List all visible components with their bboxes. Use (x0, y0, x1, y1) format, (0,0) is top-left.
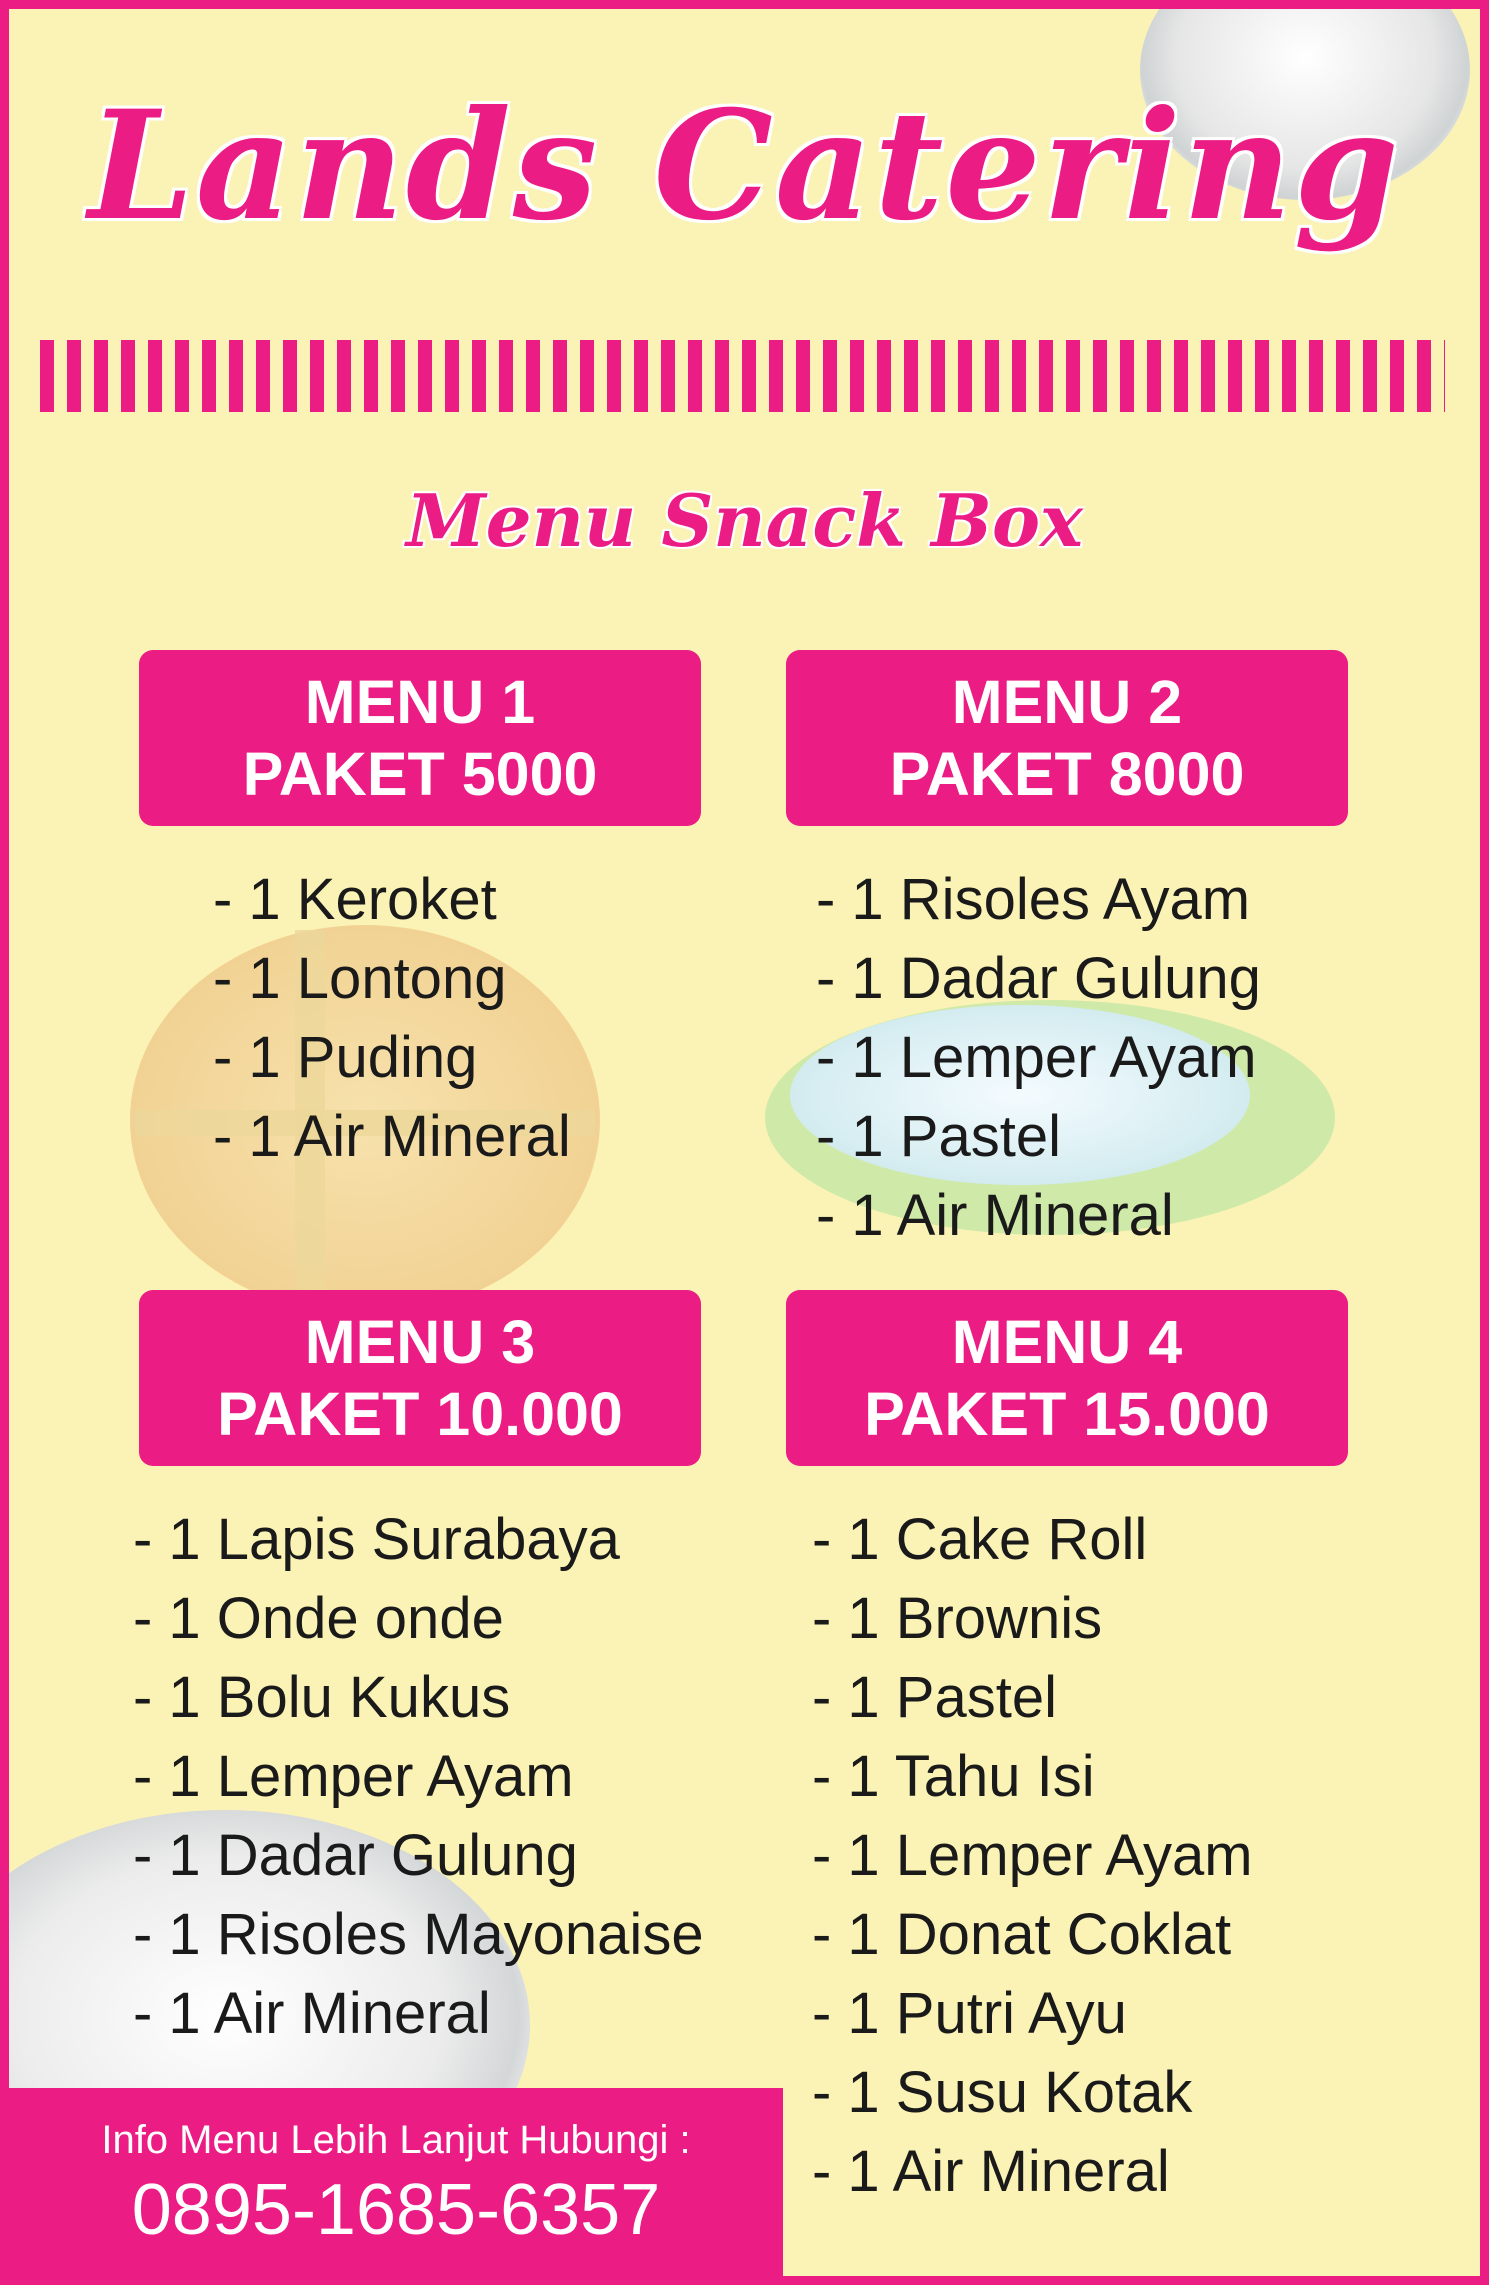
list-item: - 1 Onde onde (133, 1586, 504, 1651)
list-item: - 1 Lemper Ayam (812, 1823, 1253, 1888)
list-item: - 1 Lapis Surabaya (133, 1507, 620, 1572)
list-item: - 1 Pastel (812, 1665, 1057, 1730)
menu-2-name: MENU 2 (951, 668, 1183, 736)
menu-3-items (133, 1500, 704, 2053)
list-item: - 1 Air Mineral (133, 1981, 491, 2046)
list-item: - 1 Putri Ayu (812, 1981, 1127, 2046)
menu-3-name: MENU 3 (304, 1308, 536, 1376)
contact-info-label: Info Menu Lebih Lanjut Hubungi : (101, 2118, 691, 2162)
menu-4-items (812, 1500, 1253, 2211)
list-item: - 1 Cake Roll (812, 1507, 1148, 1572)
menu-4-header (786, 1290, 1348, 1466)
list-item: - 1 Puding (213, 1025, 478, 1090)
menu-4-price: PAKET 15.000 (864, 1380, 1270, 1448)
menu-2-price: PAKET 8000 (889, 740, 1245, 808)
list-item: - 1 Risoles Ayam (816, 867, 1251, 932)
list-item: - 1 Pastel (816, 1104, 1061, 1169)
menu-1-items (213, 860, 571, 1176)
list-item: - 1 Risoles Mayonaise (133, 1902, 704, 1967)
list-item: - 1 Brownis (812, 1586, 1103, 1651)
menu-3-header (139, 1290, 701, 1466)
list-item: - 1 Dadar Gulung (133, 1823, 578, 1888)
list-item: - 1 Air Mineral (213, 1104, 571, 1169)
menu-2-items (816, 860, 1261, 1255)
list-item: - 1 Donat Coklat (812, 1902, 1232, 1967)
list-item: - 1 Bolu Kukus (133, 1665, 511, 1730)
menu-1-price: PAKET 5000 (242, 740, 598, 808)
contact-phone-number[interactable]: 0895-1685-6357 (131, 2170, 661, 2250)
list-item: - 1 Lemper Ayam (133, 1744, 574, 1809)
menu-1-name: MENU 1 (304, 668, 536, 736)
list-item: - 1 Tahu Isi (812, 1744, 1095, 1809)
menu-4-name: MENU 4 (951, 1308, 1183, 1376)
stripe-divider (40, 340, 1445, 412)
contact-banner (9, 2088, 783, 2276)
list-item: - 1 Susu Kotak (812, 2060, 1193, 2125)
menu-1-header (139, 650, 701, 826)
menu-3-price: PAKET 10.000 (217, 1380, 623, 1448)
list-item: - 1 Air Mineral (812, 2139, 1170, 2204)
brand-title: Lands Catering (88, 78, 1401, 254)
menu-subtitle: Menu Snack Box (406, 478, 1083, 563)
list-item: - 1 Dadar Gulung (816, 946, 1261, 1011)
list-item: - 1 Keroket (213, 867, 497, 932)
menu-2-header (786, 650, 1348, 826)
list-item: - 1 Lemper Ayam (816, 1025, 1257, 1090)
list-item: - 1 Lontong (213, 946, 507, 1011)
list-item: - 1 Air Mineral (816, 1183, 1174, 1248)
